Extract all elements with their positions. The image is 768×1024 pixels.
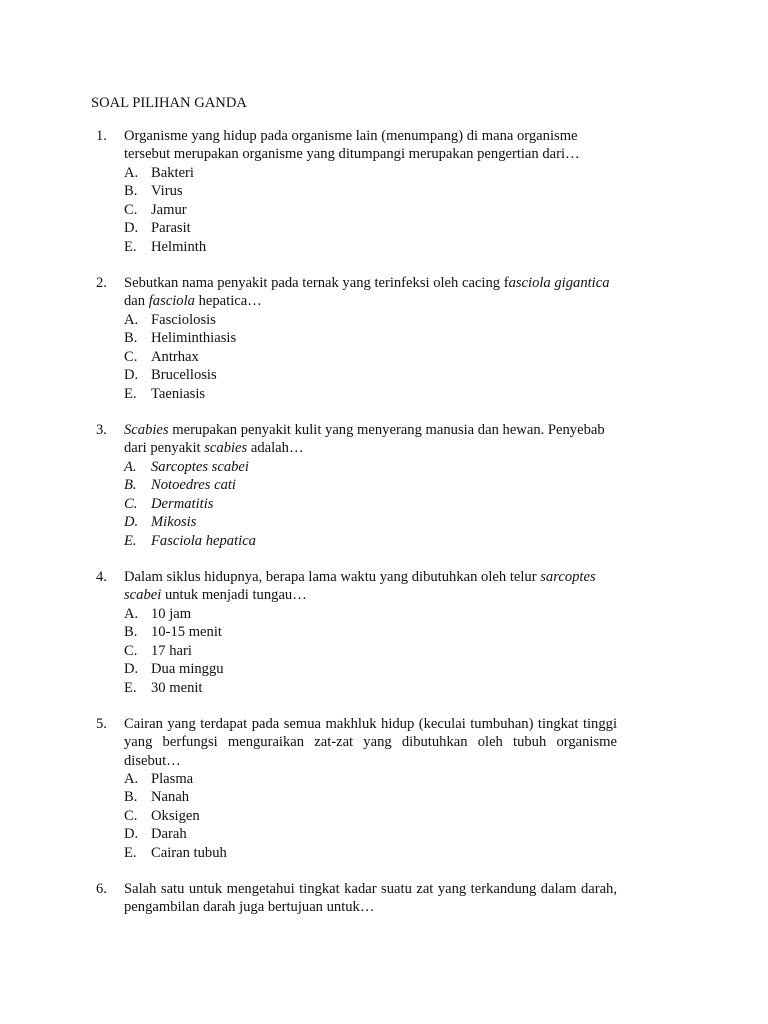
option-label: E. [124, 385, 137, 402]
option-item [124, 605, 617, 623]
option-item [124, 844, 617, 862]
question-text-segment: Salah satu untuk mengetahui tingkat kadar suatu zat yang terkandung dalam darah, pengambilan darah juga bertujuan untuk… [124, 881, 617, 916]
question-text-segment: adalah… [247, 440, 304, 457]
option-text: 30 menit [151, 679, 203, 696]
option-text: Heliminthiasis [151, 330, 237, 347]
option-label: B. [124, 330, 138, 347]
option-label: E. [124, 532, 137, 549]
option-item [124, 623, 617, 641]
option-label: A. [124, 165, 139, 181]
option-text: Dua minggu [151, 661, 224, 678]
option-label: E. [124, 844, 137, 861]
question-text [124, 715, 617, 770]
question-number: 5. [96, 716, 107, 732]
question-text [124, 127, 617, 164]
option-label: D. [124, 514, 139, 531]
question-text-segment: Dalam siklus hidupnya, berapa lama waktu yang dibutuhkan oleh telur [124, 569, 541, 585]
option-label: A. [124, 606, 139, 622]
question-text-segment: Cairan yang terdapat pada semua makhluk hidup (keculai tumbuhan) tingkat tinggi yang berfungsi menguraikan zat-zat yang dibutuhkan oleh tubuh organisme disebut… [124, 716, 617, 769]
question-text-italic: asciola gigantica [508, 275, 610, 291]
option-text: Darah [151, 826, 187, 843]
option-label: B. [124, 624, 138, 641]
option-label: B. [124, 789, 138, 806]
question-text [124, 880, 617, 917]
option-text: Oksigen [151, 807, 200, 824]
question-text [124, 421, 617, 458]
option-item [124, 495, 617, 513]
option-label: D. [124, 826, 139, 843]
question-number: 3. [96, 422, 107, 438]
option-item [124, 513, 617, 531]
option-text: Fasciolosis [151, 312, 216, 328]
question-text [124, 568, 617, 605]
option-label: B. [124, 477, 137, 494]
question-number: 6. [96, 881, 107, 897]
option-item [124, 807, 617, 825]
option-item [124, 182, 617, 200]
option-item [124, 164, 617, 182]
option-text: Parasit [151, 220, 191, 237]
option-text: Fasciola hepatica [151, 532, 256, 549]
option-text: 17 hari [151, 642, 192, 659]
page-title: SOAL PILIHAN GANDA [91, 95, 247, 111]
option-item [124, 348, 617, 366]
option-item [124, 366, 617, 384]
option-text: Virus [151, 183, 183, 200]
option-text: Helminth [151, 238, 207, 255]
option-label: E. [124, 679, 137, 696]
option-list [124, 164, 617, 256]
option-label: C. [124, 807, 138, 824]
option-text: Plasma [151, 771, 194, 787]
option-text: Brucellosis [151, 367, 217, 384]
question-text-segment: Organisme yang hidup pada organisme lain (menumpang) di mana organisme tersebut merupakan organisme yang ditumpangi merupakan pengertian dari… [124, 128, 580, 163]
option-text: Cairan tubuh [151, 844, 227, 861]
question-text-italic: scabies [204, 440, 248, 457]
question-text-segment: merupakan penyakit kulit yang menyerang manusia dan hewan. Penyebab dari penyakit [124, 422, 605, 457]
option-item [124, 679, 617, 697]
option-label: C. [124, 348, 138, 365]
option-list [124, 311, 617, 403]
question-text-segment: hepatica… [194, 293, 262, 310]
option-item [124, 660, 617, 678]
option-label: C. [124, 495, 138, 512]
question-text-segment: dan [124, 293, 149, 310]
option-label: C. [124, 201, 138, 218]
option-list [124, 770, 617, 862]
question-number: 2. [96, 275, 107, 291]
option-label: D. [124, 220, 139, 237]
option-item [124, 311, 617, 329]
option-item [124, 788, 617, 806]
option-text: 10-15 menit [151, 624, 222, 641]
option-item [124, 385, 617, 403]
option-label: B. [124, 183, 138, 200]
option-item [124, 825, 617, 843]
option-item [124, 201, 617, 219]
option-item [124, 532, 617, 550]
option-item [124, 238, 617, 256]
option-text: Sarcoptes scabei [151, 459, 249, 475]
option-item [124, 329, 617, 347]
option-label: A. [124, 771, 139, 787]
option-text: Dermatitis [151, 495, 214, 512]
option-text: Notoedres cati [151, 477, 236, 494]
option-text: Jamur [151, 201, 187, 218]
option-label: C. [124, 642, 138, 659]
question-text-italic: Scabies [124, 422, 169, 438]
option-item [124, 458, 617, 476]
option-label: A. [124, 312, 139, 328]
option-item [124, 642, 617, 660]
question-text-segment: untuk menjadi tungau… [161, 587, 307, 604]
question-number: 4. [96, 569, 107, 585]
option-label: D. [124, 367, 139, 384]
option-list [124, 605, 617, 697]
option-text: Mikosis [151, 514, 197, 531]
question-number: 1. [96, 128, 107, 144]
option-text: 10 jam [151, 606, 192, 622]
question-text [124, 274, 617, 311]
option-text: Antrhax [151, 348, 199, 365]
option-text: Bakteri [151, 165, 194, 181]
question-text-italic: fasciola [148, 293, 195, 310]
option-label: D. [124, 661, 139, 678]
option-text: Nanah [151, 789, 190, 806]
question-text-italic: sarcoptes scabei [124, 569, 596, 604]
option-list [124, 458, 617, 550]
option-label: A. [124, 459, 137, 475]
option-item [124, 770, 617, 788]
option-label: E. [124, 238, 137, 255]
option-item [124, 219, 617, 237]
question-text-segment: Sebutkan nama penyakit pada ternak yang terinfeksi oleh cacing f [124, 275, 509, 291]
option-item [124, 476, 617, 494]
option-text: Taeniasis [151, 385, 206, 402]
